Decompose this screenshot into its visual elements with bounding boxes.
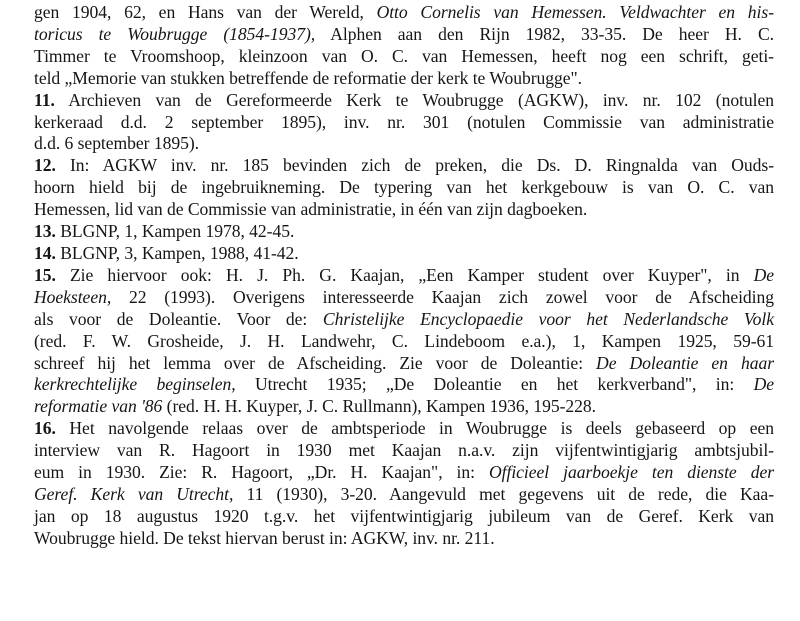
text-line — [34, 287, 774, 309]
footnote-16 — [34, 418, 774, 549]
text-segment: d.d. 6 september 1895). — [34, 133, 199, 154]
text-segment: Timmer te Vroomshoop, kleinzoon van O. C. van Hemessen, heeft nog een schrift, geti- — [34, 45, 774, 66]
text-segment: teld „Memorie van stukken betreffende de reformatie der kerk te Woubrugge". — [34, 67, 583, 88]
text-line — [34, 243, 774, 265]
footnote-13 — [34, 221, 774, 243]
text-line — [34, 265, 774, 287]
text-segment: (red. F. W. Grosheide, J. H. Landwehr, C. Lindeboom e.a.), 1, Kampen 1925, 59-61 — [34, 330, 774, 351]
text-line — [34, 462, 774, 484]
text-segment: BLGNP, 3, Kampen, 1988, 41-42. — [60, 242, 299, 263]
italic-title: Geref. Kerk van Utrecht, — [34, 483, 234, 504]
text-line — [34, 331, 774, 353]
footnote-number: 16. — [34, 418, 56, 439]
text-line — [34, 2, 774, 24]
text-segment: als voor de Doleantie. Voor de: — [34, 308, 323, 329]
text-line — [34, 221, 774, 243]
text-line — [34, 374, 774, 396]
text-line — [34, 177, 774, 199]
footnotes-page — [34, 2, 774, 550]
text-segment: interview van R. Hagoort in 1930 met Kaajan n.a.v. zijn vijfentwintigjarig ambtsjubil- — [34, 440, 774, 461]
text-line — [34, 506, 774, 528]
text-line — [34, 155, 774, 177]
text-line — [34, 418, 774, 440]
text-line — [34, 528, 774, 550]
italic-title: kerkrechtelijke beginselen, — [34, 374, 236, 395]
text-segment: (red. H. H. Kuyper, J. C. Rullmann), Kampen 1936, 195-228. — [162, 396, 596, 417]
text-segment: Het navolgende relaas over de ambtsperiode in Woubrugge is deels gebaseerd op een — [69, 418, 774, 439]
text-segment: Hemessen, lid van de Commissie van administratie, in één van zijn dagboeken. — [34, 199, 588, 220]
italic-title: De — [753, 374, 774, 395]
text-line — [34, 353, 774, 375]
text-line — [34, 90, 774, 112]
text-segment: Alphen aan den Rijn 1982, 33-35. De heer H. C. — [315, 23, 774, 44]
footnote-12 — [34, 155, 774, 221]
italic-title: De Doleantie en haar — [596, 352, 774, 373]
footnote-11 — [34, 90, 774, 156]
text-segment: 11 (1930), 3-20. Aangevuld met gegevens uit de rede, die Kaa- — [233, 483, 774, 504]
italic-title: Officieel jaarboekje ten dienste der — [488, 462, 775, 483]
text-segment: jan op 18 augustus 1920 t.g.v. het vijfentwintigjarig jubileum van de Geref. Kerk van — [34, 505, 774, 526]
text-line — [34, 396, 774, 418]
footnote-number: 15. — [34, 264, 56, 285]
text-line — [34, 484, 774, 506]
text-line — [34, 440, 774, 462]
text-segment: eum in 1930. Zie: R. Hagoort, „Dr. H. Kaajan", in: — [34, 462, 489, 483]
italic-title: Otto Cornelis van Hemessen. Veldwachter en his- — [376, 2, 774, 22]
footnote-number: 12. — [34, 155, 56, 176]
text-line — [34, 46, 774, 68]
text-segment: Woubrugge hield. De tekst hiervan berust in: AGKW, inv. nr. 211. — [34, 527, 495, 548]
italic-title: reformatie van '86 — [34, 396, 163, 417]
text-line — [34, 112, 774, 134]
text-segment: gen 1904, 62, en Hans van der Wereld, — [34, 2, 377, 22]
text-segment: Utrecht 1935; „De Doleantie en het kerkverband", in: — [235, 374, 754, 395]
footnote-14 — [34, 243, 774, 265]
footnote-number: 11. — [34, 89, 55, 110]
text-segment: Zie hiervoor ook: H. J. Ph. G. Kaajan, „Een Kamper student over Kuyper", in — [69, 264, 754, 285]
text-line — [34, 309, 774, 331]
text-segment: Archieven van de Gereformeerde Kerk te Woubrugge (AGKW), inv. nr. 102 (notulen — [68, 89, 774, 110]
footnote-number: 13. — [34, 221, 56, 242]
italic-title: Christelijke Encyclopaedie voor het Nederlandsche Volk — [322, 308, 774, 329]
text-line — [34, 199, 774, 221]
italic-title: De — [753, 264, 774, 285]
text-segment: In: AGKW inv. nr. 185 bevinden zich de preken, die Ds. D. Ringnalda van Ouds- — [70, 155, 774, 176]
italic-title: Hoeksteen, — [34, 286, 112, 307]
footnote-15 — [34, 265, 774, 418]
text-segment: 22 (1993). Overigens interesseerde Kaajan zich zowel voor de Afscheiding — [111, 286, 774, 307]
italic-title: toricus te Woubrugge (1854-1937), — [34, 23, 316, 44]
text-segment: schreef hij het lemma over de Afscheiding. Zie voor de Doleantie: — [34, 352, 597, 373]
text-segment: BLGNP, 1, Kampen 1978, 42-45. — [60, 221, 295, 242]
text-line — [34, 68, 774, 90]
text-segment: hoorn hield bij de ingebruikneming. De typering van het kerkgebouw is van O. C. van — [34, 177, 774, 198]
footnote-continuation — [34, 2, 774, 90]
text-line — [34, 133, 774, 155]
footnote-number: 14. — [34, 242, 56, 263]
text-segment: kerkeraad d.d. 2 september 1895), inv. nr. 301 (notulen Commissie van administratie — [34, 111, 774, 132]
text-line — [34, 24, 774, 46]
